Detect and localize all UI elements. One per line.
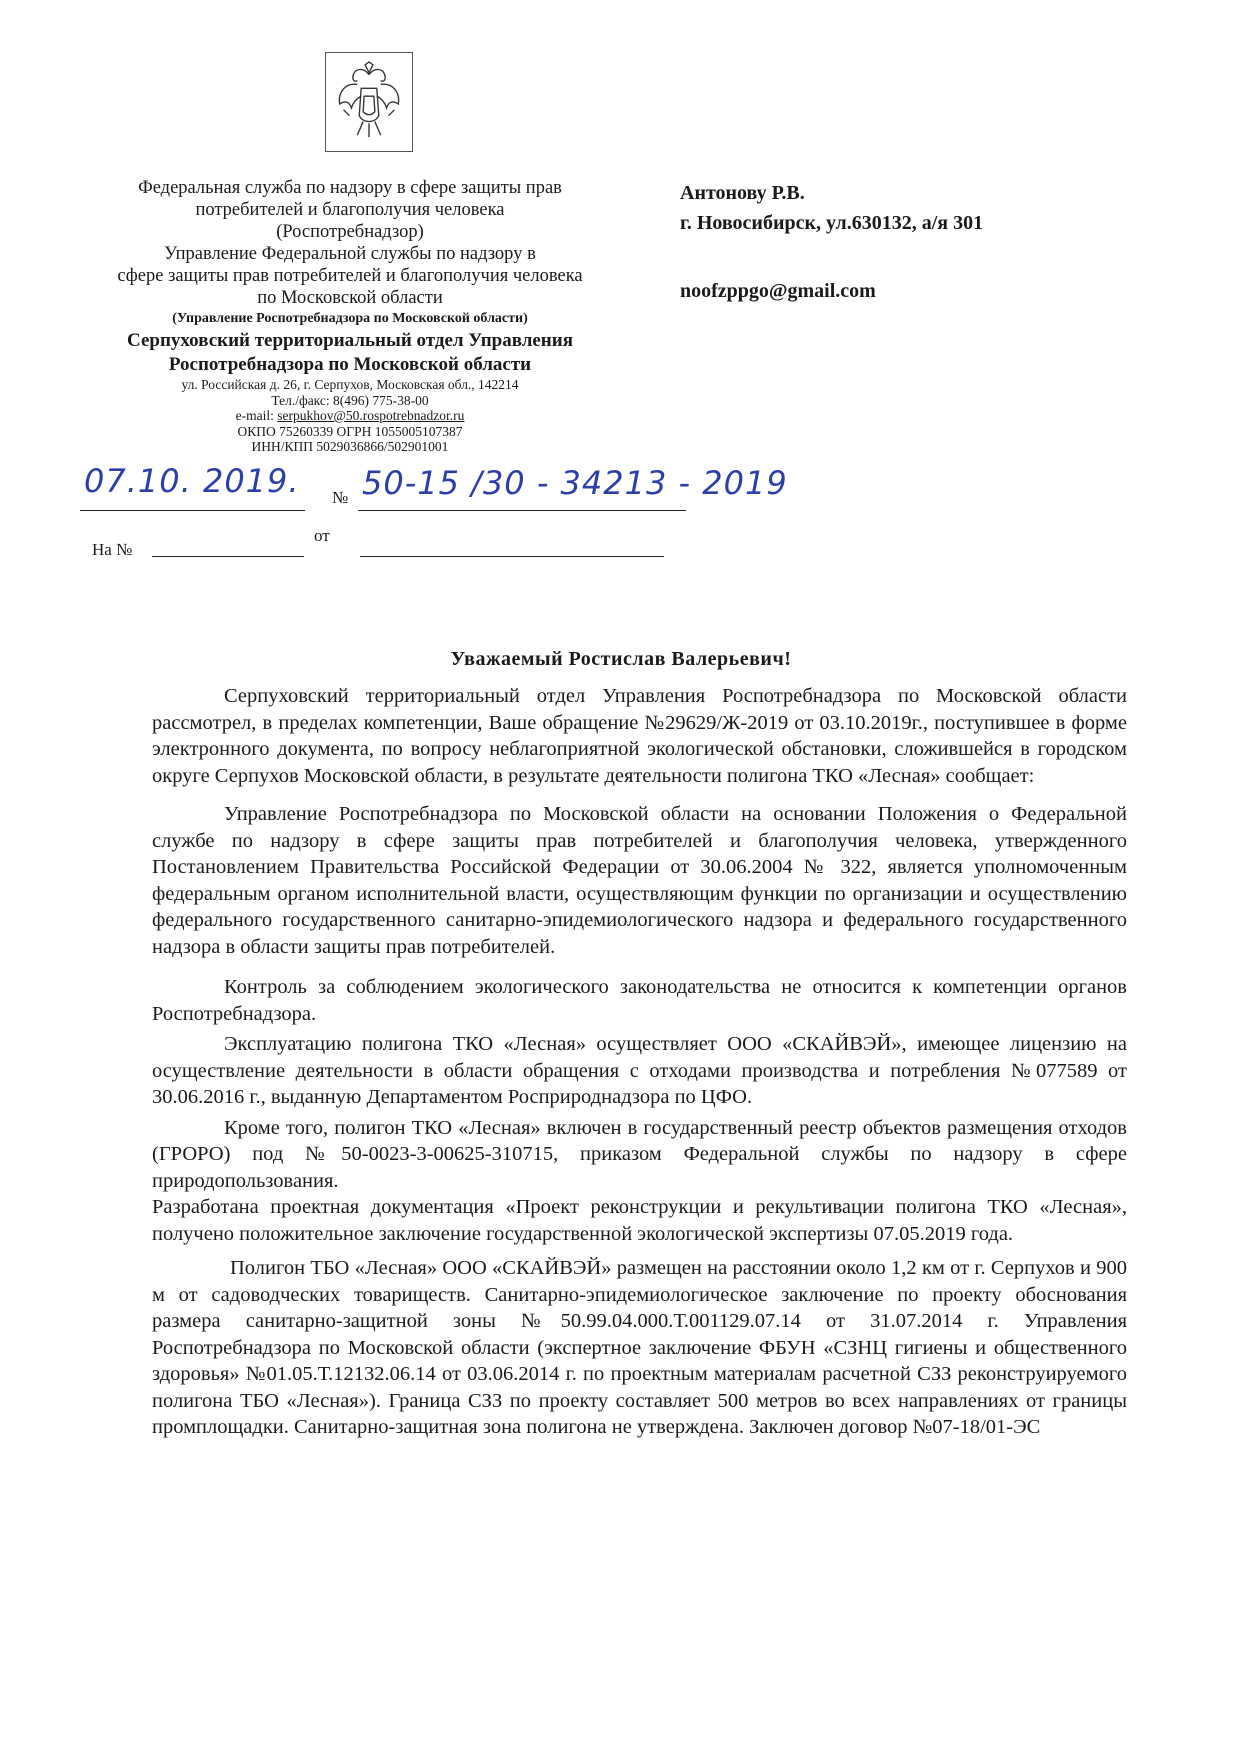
agency-line: по Московской области <box>257 288 443 308</box>
email-label: e-mail: <box>235 408 278 423</box>
paragraph: Полигон ТБО «Лесная» ООО «СКАЙВЭЙ» размещен на расстоянии около 1,2 км от г. Серпухов и 900 м от садоводческих товариществ. Санитарно-эпидемиологическое заключение по проекту обоснования размера санитарно-защитной зоны №50.99.04.000.Т.001129.07.14 от 31.07.2014 г. Управления Роспотребнадзора по Московской области (экспертное заключение ФБУН «СЗНЦ гигиены и общественного здоровья» №01.05.Т.12132.06.14 от 03.06.2014 г. по проектным материалам расчетной СЗЗ реконструируемого полигона ТБО «Лесная»). Граница СЗЗ по проекту составляет 500 метров во всех направлениях от границы промплощадки. Санитарно-защитная зона полигона не утверждена. Заключен договор №07-18/01-ЭС <box>152 1257 1127 1438</box>
agency-line: сфере защиты прав потребителей и благополучия человека <box>117 266 583 286</box>
number-label: № <box>332 488 349 507</box>
greeting: Уважаемый Ростислав Валерьевич! <box>450 648 792 670</box>
phone: Тел./факс: 8(496) 775-38-00 <box>271 392 429 408</box>
double-headed-eagle-icon <box>326 53 412 151</box>
paragraph: Серпуховский территориальный отдел Управления Роспотребнадзора по Московской области рассмотрел, в пределах компетенции, Ваше обращение №29629/Ж-2019 от 03.10.2019г., поступившее в форме электронного документа, по вопросу неблагоприятной экологической обстановки, сложившейся в городском округе Серпухов Московской области, в результате деятельности полигона ТКО «Лесная» сообщает: <box>152 685 1127 787</box>
reply-to-label: На № <box>92 540 133 559</box>
agency-line: (Роспотребнадзор) <box>276 222 424 242</box>
email-link[interactable]: serpukhov@50.rospotrebnadzor.ru <box>277 408 465 423</box>
from-underline <box>360 556 664 557</box>
coat-of-arms-emblem <box>325 52 413 152</box>
department-name: Серпуховский территориальный отдел Управления <box>127 330 573 351</box>
paragraph: Эксплуатацию полигона ТКО «Лесная» осуществляет ООО «СКАЙВЭЙ», имеющее лицензию на осуществление деятельности в области обращения с отходами производства и потребления №077589 от 30.06.2016 г., выданную Департаментом Росприроднадзора по ЦФО. <box>152 1033 1127 1108</box>
recipient-email[interactable]: noofzppgo@gmail.com <box>680 280 876 302</box>
recipient-block <box>680 178 1200 306</box>
paragraph: Контроль за соблюдением экологического законодательства не относится к компетенции органов Роспотребнадзора. <box>152 976 1127 1025</box>
recipient-address: г. Новосибирск, ул.630132, а/я 301 <box>680 212 984 234</box>
agency-short-name: (Управление Роспотребнадзора по Московской области) <box>172 311 528 326</box>
date-underline <box>80 510 305 511</box>
agency-line: Управление Федеральной службы по надзору в <box>164 244 536 264</box>
handwritten-number: 50-15 /30 - 34213 - 2019 <box>362 464 788 502</box>
department-name: Роспотребнадзора по Московской области <box>168 354 532 375</box>
paragraph: Разработана проектная документация «Проект реконструкции и рекультивации полигона ТКО «Лесная», получено положительное заключение государственной экологической экспертизы 07.05.2019 года. <box>152 1196 1127 1245</box>
inn-kpp: ИНН/КПП 5029036866/502901001 <box>251 439 449 454</box>
agency-line: Федеральная служба по надзору в сфере защиты прав <box>138 178 562 198</box>
paragraph: Кроме того, полигон ТКО «Лесная» включен в государственный реестр объектов размещения отходов (ГРОРО) под №50-0023-3-00625-310715, приказом Федеральной службы по надзору в сфере природопользования. <box>152 1116 1127 1192</box>
paragraph: Управление Роспотребнадзора по Московской области на основании Положения о Федеральной службе по надзору в сфере защиты прав потребителей и благополучия человека, утвержденного Постановлением Правительства Российской Федерации от 30.06.2004 № 322, является уполномоченным федеральным органом исполнительной власти, осуществляющим функции по организации и осуществлению федерального государственного санитарно-эпидемиологического надзора и федерального государственного надзора в области защиты прав потребителей. <box>152 803 1127 958</box>
from-label: от <box>314 526 330 545</box>
reply-to-underline <box>152 556 304 557</box>
letterhead <box>60 177 640 455</box>
agency-line: потребителей и благополучия человека <box>195 200 505 220</box>
handwritten-date: 07.10. 2019. <box>84 462 300 500</box>
number-underline <box>358 510 686 511</box>
email-line <box>60 408 640 424</box>
letter-body <box>152 683 1127 1453</box>
address: ул. Российская д. 26, г. Серпухов, Московская обл., 142214 <box>181 377 519 392</box>
recipient-name: Антонову Р.В. <box>680 182 805 204</box>
okpo-ogrn: ОКПО 75260339 ОГРН 1055005107387 <box>237 423 463 439</box>
